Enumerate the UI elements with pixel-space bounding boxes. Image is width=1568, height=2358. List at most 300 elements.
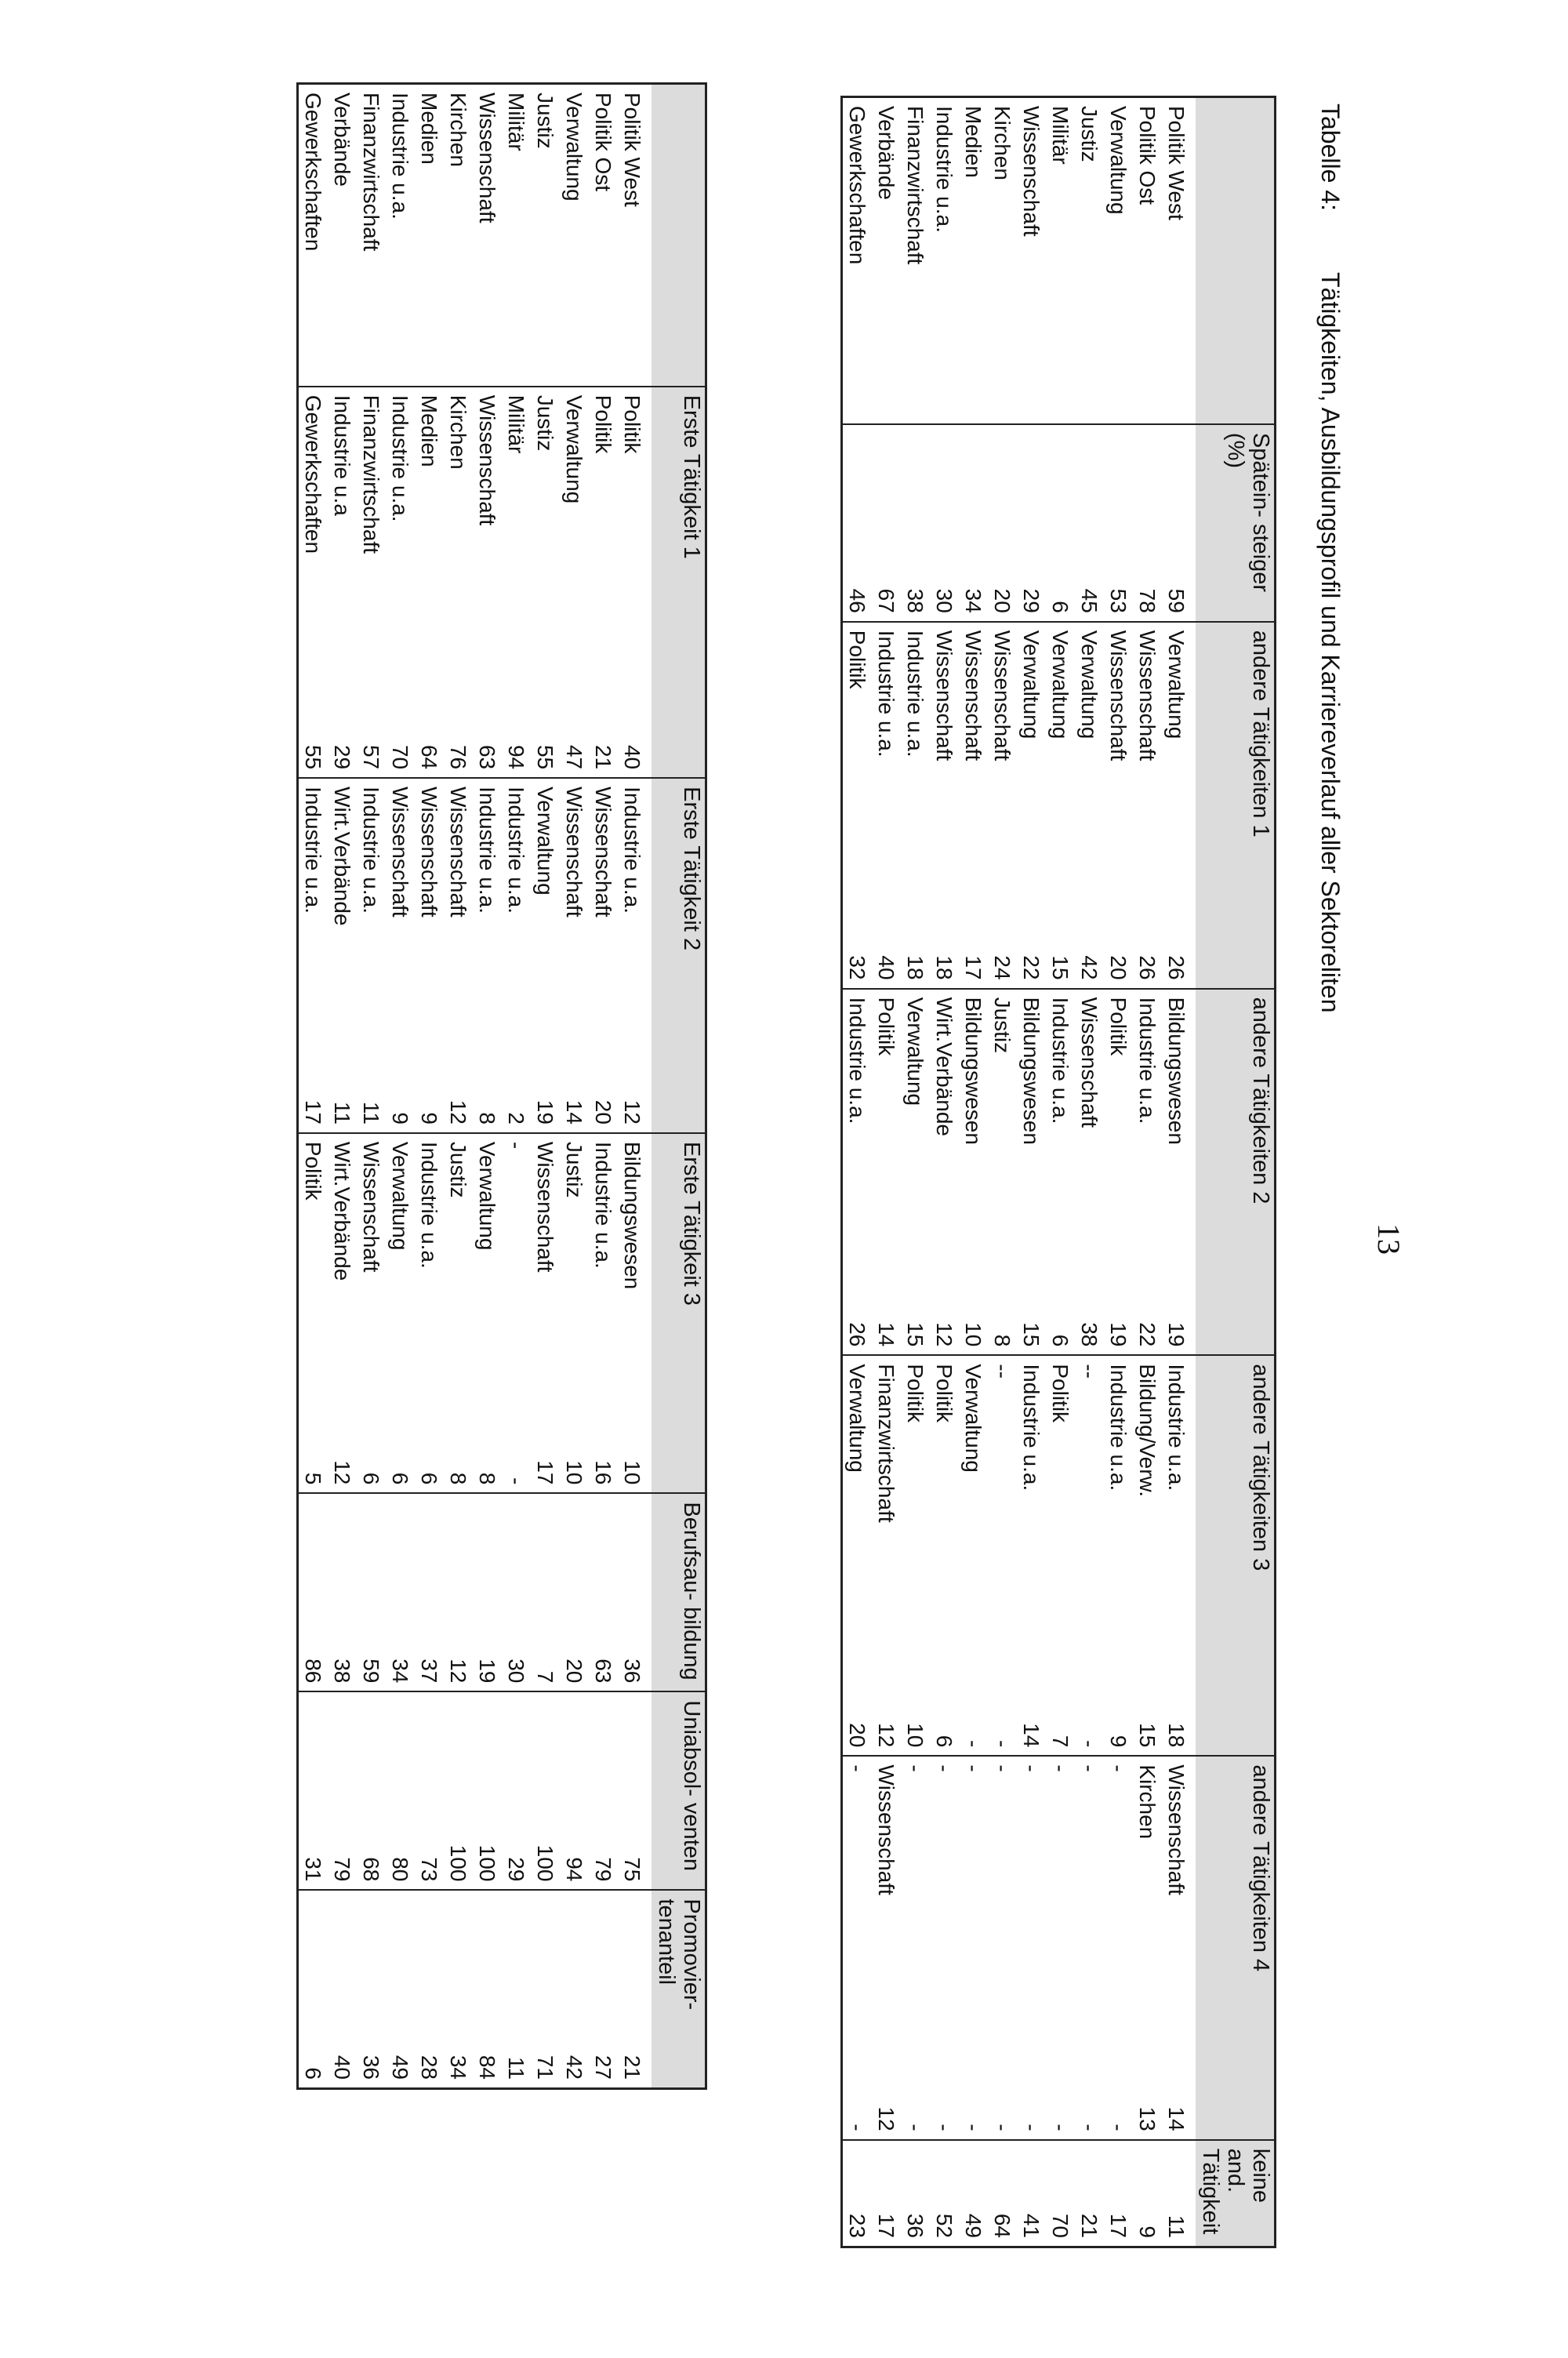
cell-e1: Politik — [618, 387, 652, 705]
cell-a4v: - — [1019, 2124, 1044, 2131]
table-row — [328, 84, 357, 2089]
table-row — [901, 97, 930, 2247]
cell-uni: 73 — [415, 1691, 444, 1890]
cell-e1v: 55 — [300, 744, 325, 770]
cell-beruf: 19 — [473, 1493, 502, 1691]
cell-a1v: 26 — [1164, 955, 1189, 980]
cell-a3: Verwaltung — [841, 1355, 872, 1677]
cell-e2: Industrie u.a. — [618, 778, 652, 1060]
cell-a2v: 12 — [932, 1322, 957, 1347]
cell-e2: Industrie u.a. — [473, 778, 502, 1060]
cell-keine: 36 — [901, 2140, 930, 2247]
table-row — [415, 84, 444, 2089]
cell-e1v: 57 — [358, 744, 383, 770]
table-row — [1104, 97, 1133, 2247]
header-sector — [652, 84, 706, 387]
cell-e3: Wissenschaft — [357, 1133, 386, 1420]
cell-a2v: 19 — [1106, 1322, 1131, 1347]
cell-a1v: 18 — [932, 955, 957, 980]
cell-e1: Industrie u.a. — [386, 387, 415, 705]
header-spaeteinsteiger: Spätein- steiger (%) — [1196, 424, 1275, 622]
cell-spaet: 6 — [1046, 424, 1075, 622]
cell-e1v: 76 — [446, 744, 471, 770]
header-uniabsolventen: Uniabsol- venten — [652, 1691, 706, 1890]
cell-uni: 79 — [328, 1691, 357, 1890]
cell-e3v: 6 — [417, 1472, 441, 1485]
cell-a1: Verwaltung — [1162, 622, 1196, 910]
cell-a3v: 6 — [932, 1735, 957, 1748]
cell-keine: 11 — [1162, 2140, 1196, 2247]
cell-e2: Wissenschaft — [415, 778, 444, 1060]
cell-a1: Wissenschaft — [959, 622, 988, 910]
cell-sector: Verwaltung — [562, 93, 587, 202]
cell-e3: Wissenschaft — [531, 1133, 560, 1420]
cell-e1v: 29 — [329, 744, 354, 770]
table-row — [930, 97, 959, 2247]
cell-e1: Politik — [589, 387, 618, 705]
cell-e3v: 10 — [562, 1460, 587, 1485]
cell-a1: Industrie u.a. — [901, 622, 930, 910]
cell-e3: Justiz — [444, 1133, 473, 1420]
cell-e3: Justiz — [560, 1133, 589, 1420]
table-row — [988, 97, 1017, 2247]
cell-a4: - — [1017, 1756, 1046, 2061]
header-erste-2: Erste Tätigkeit 2 — [652, 778, 706, 1133]
table-row — [386, 84, 415, 2089]
table-row — [531, 84, 560, 2089]
cell-sector: Kirchen — [446, 93, 471, 167]
table-row — [872, 97, 901, 2247]
table-row — [473, 84, 502, 2089]
cell-sector: Militär — [1048, 106, 1073, 165]
cell-a3v: 20 — [844, 1723, 869, 1748]
cell-keine: 9 — [1133, 2140, 1162, 2247]
cell-spaet: 20 — [988, 424, 1017, 622]
cell-a3v: 10 — [903, 1723, 928, 1748]
cell-a4: Kirchen — [1133, 1756, 1162, 2061]
cell-e1: Industrie u.a — [328, 387, 357, 705]
table-row — [618, 84, 652, 2089]
cell-e1v: 70 — [387, 744, 412, 770]
cell-e1v: 64 — [417, 744, 441, 770]
cell-a1v: 32 — [844, 955, 869, 980]
cell-a1v: 17 — [961, 955, 986, 980]
cell-beruf: 37 — [415, 1493, 444, 1691]
cell-a4: Wissenschaft — [872, 1756, 901, 2061]
table-header-row — [652, 84, 706, 2089]
cell-a3v: 15 — [1135, 1723, 1160, 1748]
cell-a3v: 7 — [1048, 1735, 1073, 1748]
cell-e1v: 55 — [533, 744, 558, 770]
cell-sector: Justiz — [533, 93, 558, 149]
cell-a2: Wissenschaft — [1075, 989, 1104, 1277]
cell-e2: Verwaltung — [531, 778, 560, 1060]
cell-a2: Bildungswesen — [959, 989, 988, 1277]
cell-beruf: 30 — [502, 1493, 531, 1691]
cell-e3: Verwaltung — [386, 1133, 415, 1420]
cell-e1: Finanzwirtschaft — [357, 387, 386, 705]
cell-sector: Industrie u.a. — [932, 106, 957, 233]
table-row — [1017, 97, 1046, 2247]
cell-spaet: 67 — [872, 424, 901, 622]
table-row — [841, 97, 872, 2247]
cell-keine: 23 — [841, 2140, 872, 2247]
cell-a3: Finanzwirtschaft — [872, 1355, 901, 1677]
cell-e2: Wissenschaft — [589, 778, 618, 1060]
cell-e1: Wissenschaft — [473, 387, 502, 705]
cell-spaet: 59 — [1162, 424, 1196, 622]
cell-sector: Wissenschaft — [1019, 106, 1044, 237]
cell-e3v: 5 — [300, 1472, 325, 1485]
cell-beruf: 20 — [560, 1493, 589, 1691]
cell-spaet: 53 — [1104, 424, 1133, 622]
cell-spaet: 34 — [959, 424, 988, 622]
cell-e2v: 11 — [358, 1101, 383, 1125]
cell-a3v: 9 — [1106, 1735, 1131, 1748]
cell-a4: - — [930, 1756, 959, 2061]
table-row — [1133, 97, 1162, 2247]
cell-a4: - — [1104, 1756, 1133, 2061]
cell-prom: 11 — [502, 1890, 531, 2088]
cell-a2v: 6 — [1048, 1334, 1073, 1347]
table-row — [1046, 97, 1075, 2247]
cell-keine: 52 — [930, 2140, 959, 2247]
cell-sector: Wissenschaft — [475, 93, 500, 223]
cell-beruf: 36 — [618, 1493, 652, 1691]
cell-a2v: 26 — [844, 1322, 869, 1347]
cell-a1: Wissenschaft — [988, 622, 1017, 910]
cell-uni: 100 — [473, 1691, 502, 1890]
cell-a4: - — [1046, 1756, 1075, 2061]
cell-a2v: 15 — [1019, 1322, 1044, 1347]
cell-sector: Justiz — [1077, 106, 1102, 162]
table-bottom-first-activities — [296, 82, 707, 2090]
cell-sector: Politik Ost — [1135, 106, 1160, 205]
cell-a4: - — [1075, 1756, 1104, 2061]
cell-keine: 70 — [1046, 2140, 1075, 2247]
cell-a2: Industrie u.a. — [1046, 989, 1075, 1277]
cell-e3v: 6 — [387, 1472, 412, 1485]
cell-a4v: - — [903, 2124, 928, 2131]
cell-beruf: 63 — [589, 1493, 618, 1691]
cell-sector: Industrie u.a. — [387, 93, 412, 220]
cell-a2v: 22 — [1135, 1322, 1160, 1347]
cell-e3: Verwaltung — [473, 1133, 502, 1420]
cell-sector: Finanzwirtschaft — [358, 93, 383, 252]
header-berufsausbildung: Berufsau- bildung — [652, 1493, 706, 1691]
cell-a2: Bildungswesen — [1162, 989, 1196, 1277]
table-row — [357, 84, 386, 2089]
cell-e2: Industrie u.a. — [357, 778, 386, 1060]
table-row — [589, 84, 618, 2089]
cell-a4v: - — [961, 2124, 986, 2131]
cell-prom: 21 — [618, 1890, 652, 2088]
cell-uni: 79 — [589, 1691, 618, 1890]
cell-uni: 75 — [618, 1691, 652, 1890]
cell-prom: 84 — [473, 1890, 502, 2088]
cell-sector: Verbände — [329, 93, 354, 187]
cell-a3: Politik — [1046, 1355, 1075, 1677]
cell-spaet: 30 — [930, 424, 959, 622]
cell-prom: 71 — [531, 1890, 560, 2088]
cell-beruf: 86 — [297, 1493, 328, 1691]
table-caption — [1316, 104, 1345, 1013]
cell-uni: 31 — [297, 1691, 328, 1890]
header-andere-2: andere Tätigkeiten 2 — [1196, 989, 1275, 1356]
cell-a4: Wissenschaft — [1162, 1756, 1196, 2061]
cell-e1: Militär — [502, 387, 531, 705]
cell-a3v: 14 — [1019, 1723, 1044, 1748]
table-row — [1162, 97, 1196, 2247]
cell-a2: Industrie u.a. — [1133, 989, 1162, 1277]
cell-uni: 68 — [357, 1691, 386, 1890]
cell-spaet: 78 — [1133, 424, 1162, 622]
cell-a1v: 22 — [1019, 955, 1044, 980]
cell-beruf: 59 — [357, 1493, 386, 1691]
cell-keine: 41 — [1017, 2140, 1046, 2247]
cell-a4: - — [988, 1756, 1017, 2061]
cell-a2v: 14 — [874, 1322, 899, 1347]
cell-e2v: 17 — [300, 1099, 325, 1125]
cell-a4v: - — [990, 2124, 1015, 2131]
page-number: 13 — [1371, 1223, 1406, 1255]
cell-e3: Industrie u.a. — [415, 1133, 444, 1420]
cell-a1: Verwaltung — [1075, 622, 1104, 910]
cell-e1: Gewerkschaften — [297, 387, 328, 705]
cell-a2: Politik — [1104, 989, 1133, 1277]
cell-a4v: - — [1077, 2124, 1102, 2131]
cell-a2: Justiz — [988, 989, 1017, 1277]
cell-e3v: 8 — [446, 1472, 471, 1485]
cell-e3v: 6 — [358, 1472, 383, 1485]
cell-a2v: 15 — [903, 1322, 928, 1347]
cell-a3v: - — [961, 1739, 986, 1748]
cell-uni: 100 — [444, 1691, 473, 1890]
cell-e3: Industrie u.a. — [589, 1133, 618, 1420]
cell-a1: Wissenschaft — [1133, 622, 1162, 910]
cell-a1: Politik — [841, 622, 872, 910]
table-row — [502, 84, 531, 2089]
cell-sector: Finanzwirtschaft — [903, 106, 928, 265]
table-row — [560, 84, 589, 2089]
cell-e2v: 11 — [329, 1101, 354, 1125]
caption-text: Tätigkeiten, Ausbildungsprofil und Karriereverlauf aller Sektoreliten — [1316, 272, 1345, 1013]
cell-a2v: 10 — [961, 1322, 986, 1347]
cell-a1v: 42 — [1077, 955, 1102, 980]
cell-e2: Industrie u.a. — [297, 778, 328, 1060]
header-erste-3: Erste Tätigkeit 3 — [652, 1133, 706, 1493]
cell-uni: 94 — [560, 1691, 589, 1890]
cell-a3: Industrie u.a. — [1162, 1355, 1196, 1677]
cell-a3: -- — [988, 1355, 1017, 1677]
cell-keine: 64 — [988, 2140, 1017, 2247]
cell-sector: Verbände — [874, 106, 899, 200]
cell-a3: Industrie u.a. — [1104, 1355, 1133, 1677]
header-andere-3: andere Tätigkeiten 3 — [1196, 1355, 1275, 1756]
cell-uni: 29 — [502, 1691, 531, 1890]
cell-e3v: 10 — [620, 1460, 645, 1485]
header-keine: keine and. Tätigkeit — [1196, 2140, 1275, 2247]
cell-prom: 6 — [297, 1890, 328, 2088]
cell-a4v: 13 — [1135, 2106, 1160, 2131]
cell-e2: Industrie u.a. — [502, 778, 531, 1060]
cell-prom: 40 — [328, 1890, 357, 2088]
cell-a1: Wissenschaft — [930, 622, 959, 910]
cell-a4v: - — [1048, 2124, 1073, 2131]
cell-e2v: 12 — [620, 1099, 645, 1125]
cell-e3v: 16 — [591, 1460, 616, 1485]
cell-a4v: - — [1106, 2124, 1131, 2131]
cell-a3v: 18 — [1164, 1723, 1189, 1748]
cell-sector: Verwaltung — [1106, 106, 1131, 215]
table-row — [959, 97, 988, 2247]
cell-e2v: 2 — [504, 1112, 529, 1125]
cell-a3v: - — [990, 1739, 1015, 1748]
cell-e1v: 40 — [620, 744, 645, 770]
cell-a4v: 12 — [874, 2106, 899, 2131]
cell-e3v: - — [504, 1477, 529, 1485]
cell-sector: Gewerkschaften — [300, 93, 325, 252]
cell-spaet: 45 — [1075, 424, 1104, 622]
cell-prom: 49 — [386, 1890, 415, 2088]
cell-a4v: - — [932, 2124, 957, 2131]
cell-e3: Bildungswesen — [618, 1133, 652, 1420]
header-andere-1: andere Tätigkeiten 1 — [1196, 622, 1275, 989]
cell-a2: Verwaltung — [901, 989, 930, 1277]
table-row — [297, 84, 328, 2089]
cell-e2: Wissenschaft — [560, 778, 589, 1060]
table-bottom-body — [297, 84, 652, 2089]
cell-spaet: 38 — [901, 424, 930, 622]
cell-keine: 17 — [872, 2140, 901, 2247]
cell-e1v: 63 — [475, 744, 500, 770]
cell-a2: Wirt.Verbände — [930, 989, 959, 1277]
cell-prom: 36 — [357, 1890, 386, 2088]
cell-a3: Politik — [901, 1355, 930, 1677]
table-header-row — [1196, 97, 1275, 2247]
cell-a3: Industrie u.a. — [1017, 1355, 1046, 1677]
cell-uni: 80 — [386, 1691, 415, 1890]
cell-a4: - — [841, 1756, 872, 2061]
header-sector — [1196, 97, 1275, 424]
cell-e1: Medien — [415, 387, 444, 705]
cell-sector: Politik West — [620, 93, 645, 207]
cell-prom: 34 — [444, 1890, 473, 2088]
cell-e1v: 47 — [562, 744, 587, 770]
cell-beruf: 38 — [328, 1493, 357, 1691]
header-andere-4: andere Tätigkeiten 4 — [1196, 1756, 1275, 2139]
cell-prom: 27 — [589, 1890, 618, 2088]
cell-e3v: 12 — [329, 1460, 354, 1485]
cell-e3: Politik — [297, 1133, 328, 1420]
cell-a4: - — [901, 1756, 930, 2061]
cell-a4: - — [959, 1756, 988, 2061]
cell-e3: - — [502, 1133, 531, 1420]
cell-a3: -- — [1075, 1355, 1104, 1677]
cell-e2: Wissenschaft — [386, 778, 415, 1060]
header-erste-1: Erste Tätigkeit 1 — [652, 387, 706, 778]
cell-e3: Wirt.Verbände — [328, 1133, 357, 1420]
cell-e1v: 21 — [591, 744, 616, 770]
cell-a2v: 19 — [1164, 1322, 1189, 1347]
cell-e2: Wirt.Verbände — [328, 778, 357, 1060]
cell-a3: Verwaltung — [959, 1355, 988, 1677]
cell-sector: Politik Ost — [591, 93, 616, 192]
cell-uni: 100 — [531, 1691, 560, 1890]
cell-keine: 21 — [1075, 2140, 1104, 2247]
cell-spaet: 46 — [841, 424, 872, 622]
cell-e1v: 94 — [504, 744, 529, 770]
cell-e2v: 8 — [475, 1112, 500, 1125]
cell-e2v: 9 — [417, 1112, 441, 1125]
cell-a2v: 38 — [1077, 1322, 1102, 1347]
cell-sector: Kirchen — [990, 106, 1015, 180]
cell-a1: Verwaltung — [1046, 622, 1075, 910]
cell-e2v: 14 — [562, 1099, 587, 1125]
cell-e2v: 20 — [591, 1099, 616, 1125]
cell-keine: 17 — [1104, 2140, 1133, 2247]
cell-a1: Industrie u.a. — [872, 622, 901, 910]
cell-spaet: 29 — [1017, 424, 1046, 622]
cell-a3v: 12 — [874, 1723, 899, 1748]
header-promoviertenanteil: Promovier- tenanteil — [652, 1890, 706, 2088]
table-row — [1075, 97, 1104, 2247]
cell-a1v: 26 — [1135, 955, 1160, 980]
cell-e3v: 17 — [533, 1460, 558, 1485]
cell-a3: Politik — [930, 1355, 959, 1677]
cell-e3v: 8 — [475, 1472, 500, 1485]
cell-a1: Wissenschaft — [1104, 622, 1133, 910]
cell-a1v: 20 — [1106, 955, 1131, 980]
cell-sector: Militär — [504, 93, 529, 151]
table-top-other-activities — [840, 96, 1276, 2248]
cell-e1: Justiz — [531, 387, 560, 705]
cell-a2: Bildungswesen — [1017, 989, 1046, 1277]
cell-sector: Gewerkschaften — [844, 106, 869, 265]
cell-a3v: - — [1077, 1739, 1102, 1748]
cell-a3: Bildung/Verw. — [1133, 1355, 1162, 1677]
cell-beruf: 34 — [386, 1493, 415, 1691]
cell-e1: Kirchen — [444, 387, 473, 705]
cell-e2v: 19 — [533, 1099, 558, 1125]
cell-a1: Verwaltung — [1017, 622, 1046, 910]
cell-a2: Politik — [872, 989, 901, 1277]
cell-e2v: 9 — [387, 1112, 412, 1125]
cell-sector: Politik West — [1164, 106, 1189, 220]
cell-sector: Medien — [417, 93, 441, 165]
cell-prom: 42 — [560, 1890, 589, 2088]
cell-a4v: 14 — [1164, 2106, 1189, 2131]
cell-e2: Wissenschaft — [444, 778, 473, 1060]
cell-a1v: 18 — [903, 955, 928, 980]
cell-a1v: 24 — [990, 955, 1015, 980]
table-row — [444, 84, 473, 2089]
cell-prom: 28 — [415, 1890, 444, 2088]
cell-a4v: - — [844, 2124, 869, 2131]
cell-a1v: 40 — [874, 955, 899, 980]
cell-a2: Industrie u.a. — [841, 989, 872, 1277]
cell-a1v: 15 — [1048, 955, 1073, 980]
cell-sector: Medien — [961, 106, 986, 178]
cell-beruf: 7 — [531, 1493, 560, 1691]
table-top-body — [841, 97, 1196, 2247]
cell-e1: Verwaltung — [560, 387, 589, 705]
cell-keine: 49 — [959, 2140, 988, 2247]
cell-a2v: 8 — [990, 1334, 1015, 1347]
caption-label: Tabelle 4: — [1316, 104, 1345, 211]
cell-beruf: 12 — [444, 1493, 473, 1691]
cell-e2v: 12 — [446, 1099, 471, 1125]
